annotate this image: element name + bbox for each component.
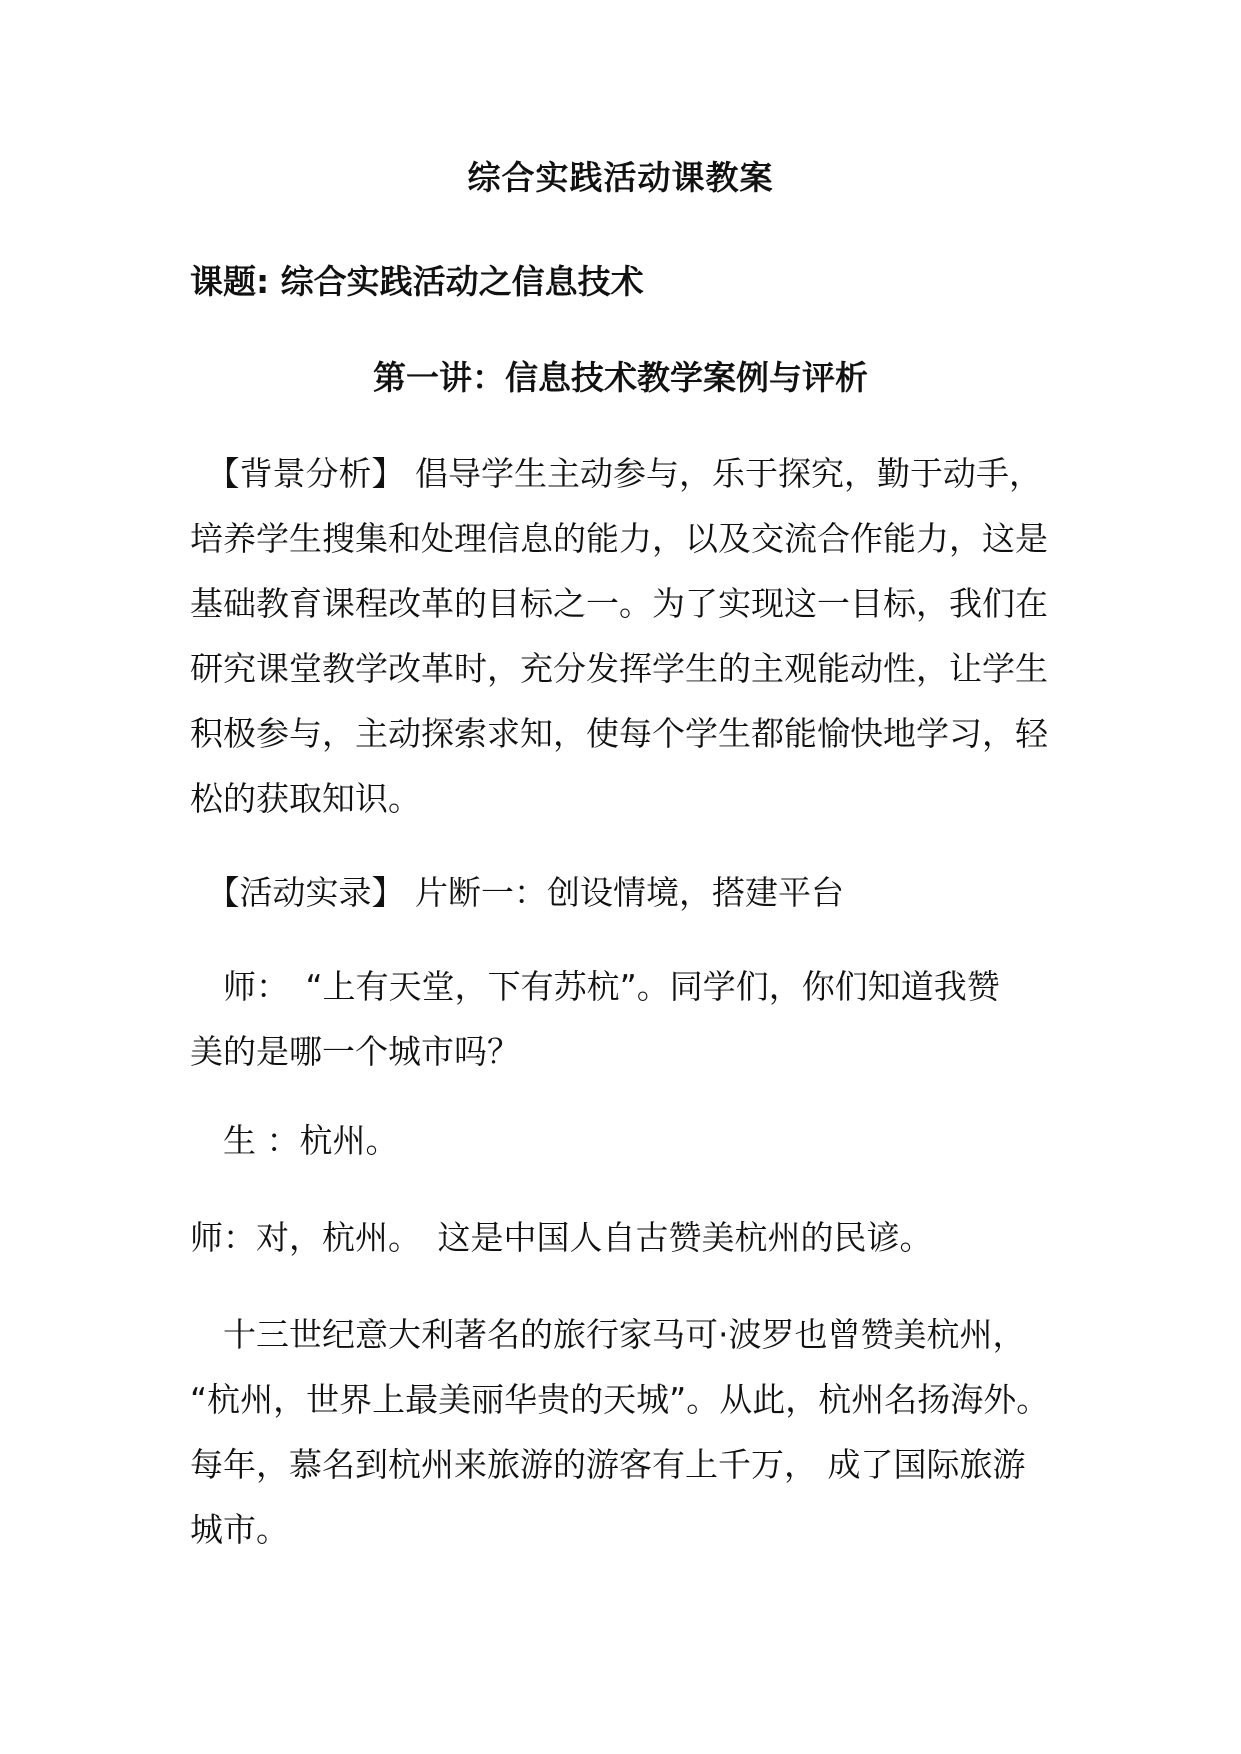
document-title: 综合实践活动课教案 <box>467 158 774 197</box>
teacher-dialogue-1 <box>190 954 1070 1084</box>
paragraph-line: 【活动实录】 片断一：创设情境，搭建平台 <box>190 873 844 912</box>
lecture-title: 第一讲：信息技术教学案例与评析 <box>373 358 868 397</box>
paragraph-line: 师： “上有天堂，下有苏杭”。同学们，你们知道我赞 <box>190 967 1000 1006</box>
paragraph-line: 美的是哪一个城市吗？ <box>190 1032 520 1071</box>
narrative-paragraph <box>190 1302 1070 1562</box>
paragraph-line: 生 ：杭州。 <box>190 1121 399 1160</box>
paragraph-line: 【背景分析】 倡导学生主动参与，乐于探究，勤于动手， <box>190 454 1042 493</box>
paragraph-line: 培养学生搜集和处理信息的能力，以及交流合作能力，这是 <box>190 519 1048 558</box>
paragraph-line: 松的获取知识。 <box>190 779 421 818</box>
course-topic: 课题: 综合实践活动之信息技术 <box>190 262 644 301</box>
paragraph-line: 十三世纪意大利著名的旅行家马可·波罗也曾赞美杭州， <box>190 1315 1026 1354</box>
activity-record-heading <box>190 860 1070 925</box>
teacher-dialogue-2 <box>190 1205 1070 1270</box>
paragraph-line: 研究课堂教学改革时，充分发挥学生的主观能动性，让学生 <box>190 649 1048 688</box>
paragraph-line: “杭州，世界上最美丽华贵的天城”。从此，杭州名扬海外。 <box>190 1380 1050 1419</box>
paragraph-line: 基础教育课程改革的目标之一。为了实现这一目标，我们在 <box>190 584 1048 623</box>
paragraph-line: 师：对，杭州。 这是中国人自古赞美杭州的民谚。 <box>190 1218 933 1257</box>
paragraph-line: 城市。 <box>190 1510 289 1549</box>
paragraph-line: 每年，慕名到杭州来旅游的游客有上千万， 成了国际旅游 <box>190 1445 1026 1484</box>
paragraph-line: 积极参与，主动探索求知，使每个学生都能愉快地学习，轻 <box>190 714 1048 753</box>
background-analysis-paragraph <box>190 441 1070 831</box>
student-dialogue-1 <box>190 1108 1070 1173</box>
